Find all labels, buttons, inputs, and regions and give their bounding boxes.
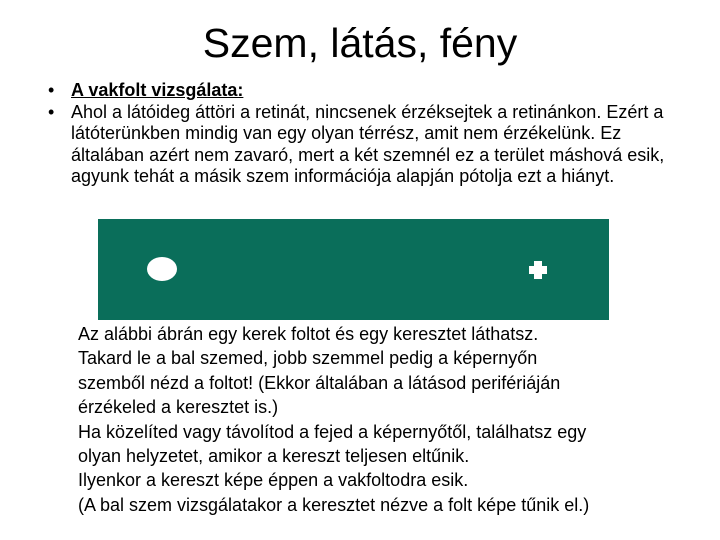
round-dot-mark	[147, 257, 177, 281]
instruction-line: érzékeled a keresztet is.)	[78, 397, 279, 418]
bullet-marker: •	[48, 80, 55, 100]
blind-spot-heading: A vakfolt vizsgálata:	[71, 80, 244, 100]
instruction-line: olyan helyzetet, amikor a kereszt teljesen eltűnik.	[78, 446, 470, 467]
instruction-line: (A bal szem vizsgálatakor a keresztet nézve a folt képe tűnik el.)	[78, 494, 590, 515]
instruction-line: Ha közelíted vagy távolítod a fejed a képernyőtől, találhatsz egy	[78, 421, 587, 442]
cross-mark-horizontal	[529, 266, 547, 274]
instruction-line: Az alábbi ábrán egy kerek foltot és egy keresztet láthatsz.	[78, 324, 539, 344]
bullet-item-heading	[48, 80, 688, 102]
slide-title: Szem, látás, fény	[202, 20, 518, 66]
bullet-marker: •	[48, 101, 55, 122]
instructions-text	[78, 322, 698, 517]
instruction-line: Takard le a bal szemed, jobb szemmel pedig a képernyőn	[78, 348, 538, 369]
bullet-list	[48, 80, 688, 188]
blind-spot-explanation: Ahol a látóideg áttöri a retinát, nincsenek érzéksejtek a retinánkon. Ezért a látóterünkben mindig van egy olyan térrész, amit nem érzékelünk. Ez általában azért nem zavaró, mert a két szemnél ez a terület máshová esik, agyunk tehát a másik szem információja alapján pótolja ezt a hiányt.	[71, 101, 665, 186]
bullet-item-explanation	[48, 102, 688, 188]
blind-spot-test-panel	[98, 219, 609, 320]
instruction-line: Ilyenkor a kereszt képe éppen a vakfoltodra esik.	[78, 470, 469, 491]
instruction-line: szemből nézd a foltot! (Ekkor általában a látásod perifériáján	[78, 372, 561, 393]
